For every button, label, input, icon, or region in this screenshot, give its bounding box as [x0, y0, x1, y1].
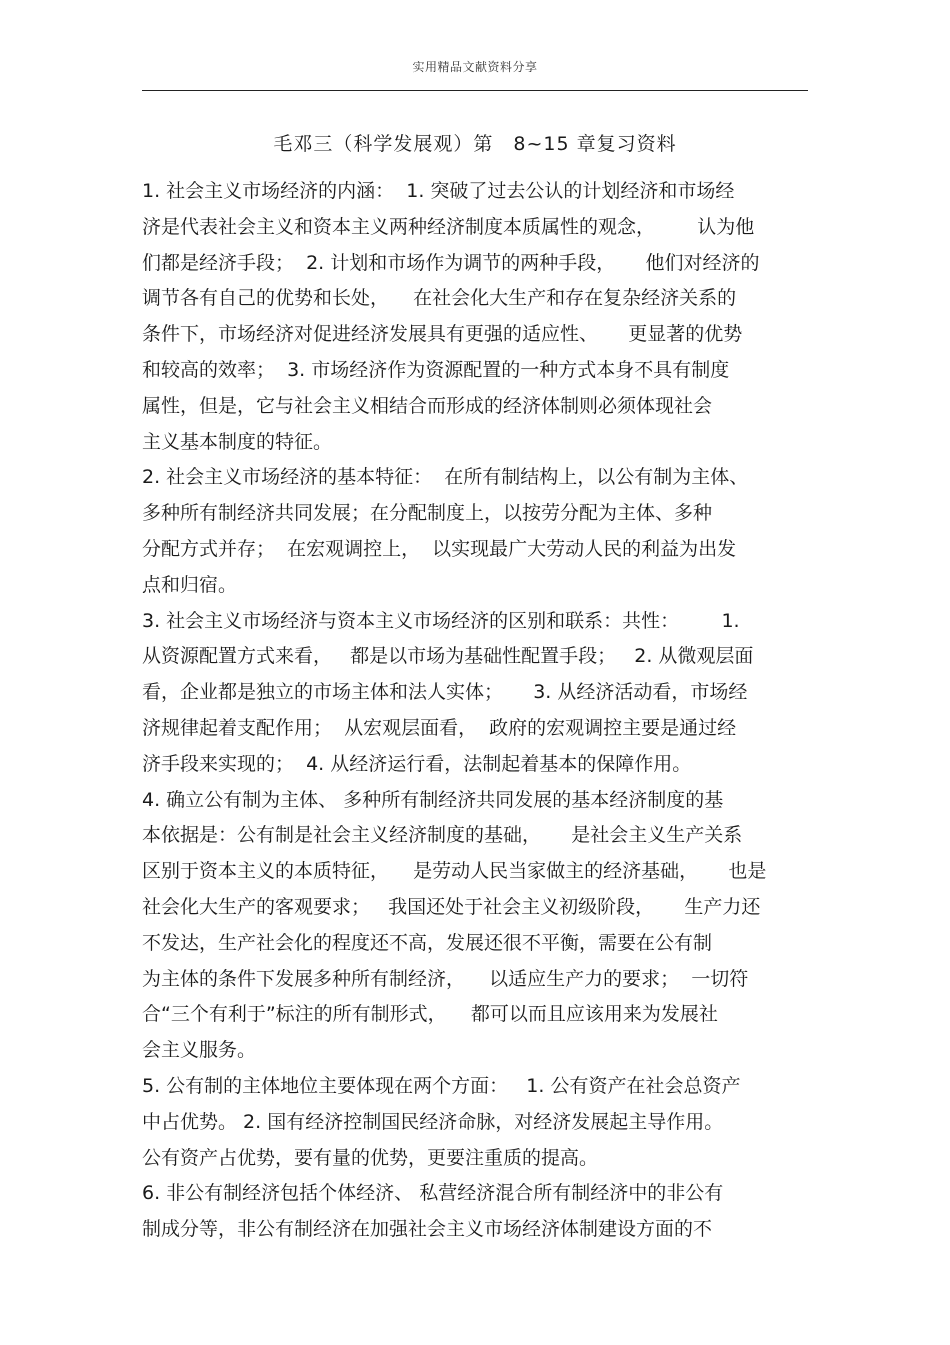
text-line: 会主义服务。 — [142, 1039, 257, 1062]
text-line: 本依据是：公有制是社会主义经济制度的基础， 是社会主义生产关系 — [142, 824, 743, 847]
text-line: 为主体的条件下发展多种所有制经济， 以适应生产力的要求； 一切符 — [142, 967, 749, 990]
text-line: 济规律起着支配作用； 从宏观层面看， 政府的宏观调控主要是通过经 — [142, 716, 737, 739]
text-line: 5. 公有制的主体地位主要体现在两个方面： 1. 公有资产在社会总资产 — [142, 1074, 741, 1097]
text-line: 合“三个有利于”标注的所有制形式， 都可以而且应该用来为发展社 — [142, 1003, 718, 1026]
page-header: 实用精品文献资料分享 — [412, 60, 538, 74]
text-line: 中占优势。 2. 国有经济控制国民经济命脉，对经济发展起主导作用。 — [142, 1110, 724, 1133]
text-line: 济是代表社会主义和资本主义两种经济制度本质属性的观念， 认为他 — [142, 215, 755, 238]
document-title: 毛邓三（科学发展观）第 8~15 章复习资料 — [273, 133, 677, 155]
text-line: 点和归宿。 — [142, 573, 238, 596]
document-body — [142, 174, 808, 1248]
text-line: 制成分等，非公有制经济在加强社会主义市场经济体制建设方面的不 — [142, 1218, 713, 1241]
text-line: 4. 确立公有制为主体、 多种所有制经济共同发展的基本经济制度的基 — [142, 788, 724, 811]
text-line: 调节各有自己的优势和长处， 在社会化大生产和存在复杂经济关系的 — [142, 287, 737, 310]
text-line: 看，企业都是独立的市场主体和法人实体； 3. 从经济活动看，市场经 — [142, 681, 748, 704]
text-line: 济手段来实现的； 4. 从经济运行看，法制起着基本的保障作用。 — [142, 752, 692, 775]
text-line: 区别于资本主义的本质特征， 是劳动人民当家做主的经济基础， 也是 — [142, 860, 767, 883]
text-line: 6. 非公有制经济包括个体经济、 私营经济混合所有制经济中的非公有 — [142, 1182, 724, 1205]
text-line: 公有资产占优势，要有量的优势，更要注重质的提高。 — [142, 1146, 599, 1169]
text-line: 条件下，市场经济对促进经济发展具有更强的适应性、 更显著的优势 — [142, 323, 743, 346]
text-line: 2. 社会主义市场经济的基本特征： 在所有制结构上，以公有制为主体、 — [142, 466, 749, 489]
text-line: 属性，但是，它与社会主义相结合而形成的经济体制则必须体现社会 — [142, 394, 713, 417]
text-line: 不发达，生产社会化的程度还不高，发展还很不平衡，需要在公有制 — [142, 931, 713, 954]
text-line: 从资源配置方式来看， 都是以市场为基础性配置手段； 2. 从微观层面 — [142, 645, 754, 668]
text-line: 社会化大生产的客观要求； 我国还处于社会主义初级阶段， 生产力还 — [142, 895, 761, 918]
text-line: 多种所有制经济共同发展；在分配制度上，以按劳分配为主体、多种 — [142, 502, 713, 525]
text-line: 主义基本制度的特征。 — [142, 430, 333, 453]
text-line: 1. 社会主义市场经济的内涵： 1. 突破了过去公认的计划经济和市场经 — [142, 180, 735, 202]
text-line: 分配方式并存； 在宏观调控上， 以实现最广大劳动人民的利益为出发 — [142, 537, 737, 560]
text-line: 和较高的效率； 3. 市场经济作为资源配置的一种方式本身不具有制度 — [142, 358, 730, 381]
text-line: 们都是经济手段； 2. 计划和市场作为调节的两种手段， 他们对经济的 — [142, 251, 760, 274]
text-line: 3. 社会主义市场经济与资本主义市场经济的区别和联系：共性： 1. — [142, 609, 740, 632]
header-divider — [142, 90, 808, 91]
